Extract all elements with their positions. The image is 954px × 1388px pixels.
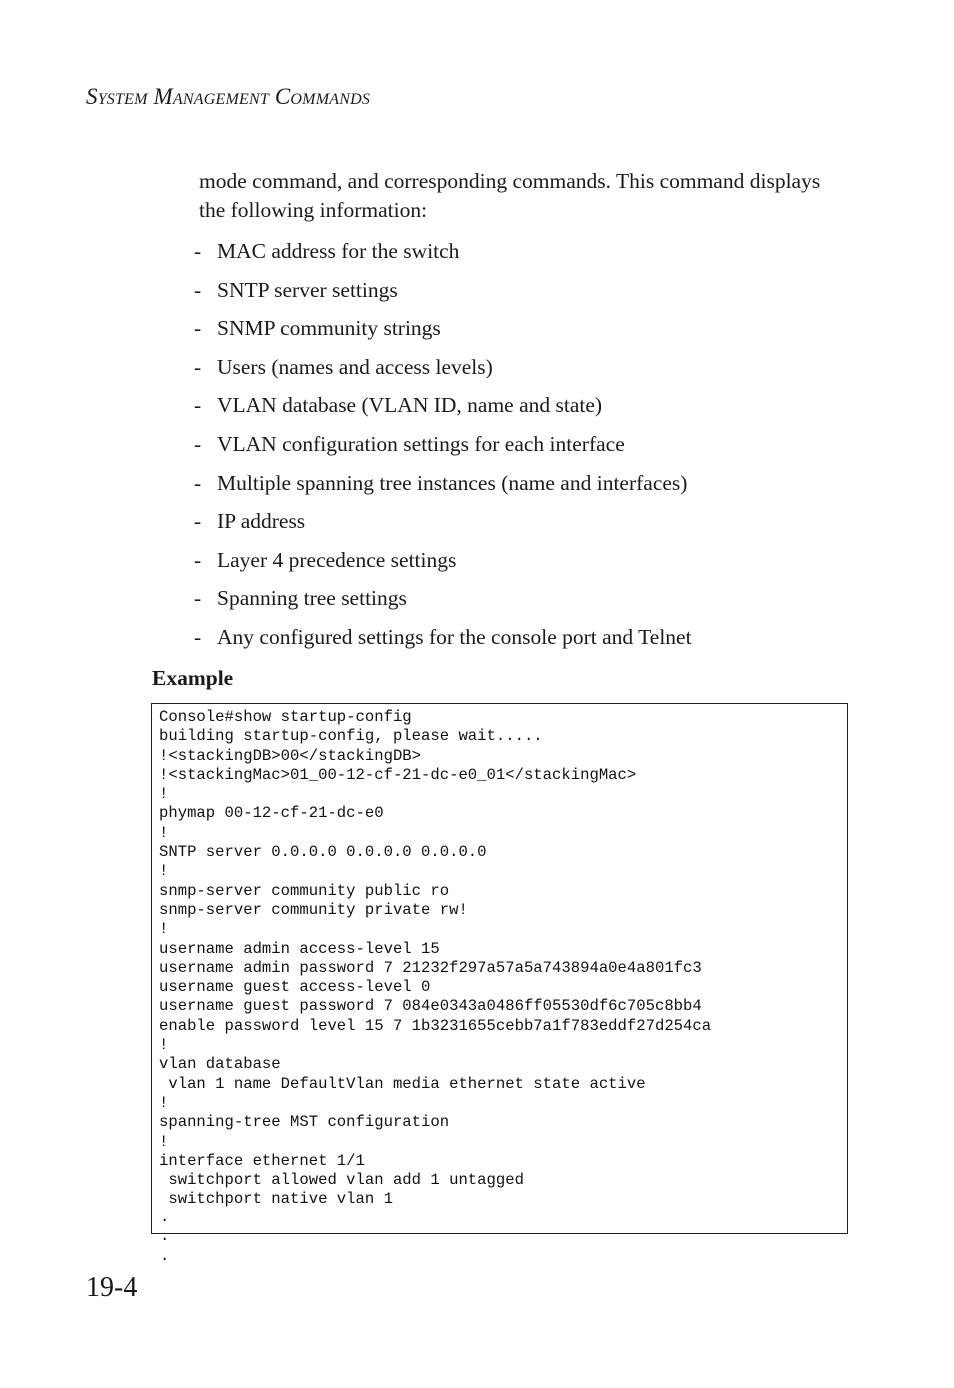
code-line: vlan 1 name DefaultVlan media ethernet state active: [159, 1074, 646, 1093]
list-item-text: VLAN database (VLAN ID, name and state): [217, 393, 603, 418]
list-item-text: VLAN configuration settings for each interface: [217, 431, 625, 456]
list-item: [194, 579, 692, 618]
bullet-dash: -: [194, 586, 202, 611]
list-item-text: Multiple spanning tree instances (name and interfaces): [217, 470, 688, 495]
code-listing: [159, 708, 840, 1210]
list-item: [194, 618, 692, 657]
bullet-dash: -: [194, 316, 202, 341]
code-line: switchport native vlan 1: [159, 1190, 393, 1209]
bullet-dash: -: [194, 431, 202, 456]
code-line: enable password level 15 7 1b3231655cebb7a1f783eddf27d254ca: [159, 1016, 712, 1035]
bullet-dash: -: [194, 239, 202, 263]
list-item-text: SNMP community strings: [217, 316, 441, 341]
bullet-dash: -: [194, 393, 202, 418]
code-line: snmp-server community private rw!: [159, 900, 468, 919]
code-line: vlan database: [159, 1055, 281, 1074]
bullet-dash: -: [194, 547, 202, 572]
information-list: [194, 232, 692, 657]
running-header: System Management Commands: [86, 84, 371, 109]
list-item-text: Any configured settings for the console port and Telnet: [217, 624, 692, 649]
bullet-dash: -: [194, 470, 202, 495]
list-item-text: Layer 4 precedence settings: [217, 547, 457, 572]
code-line: spanning-tree MST configuration: [159, 1113, 450, 1132]
code-continuation-ellipsis: . . .: [160, 1208, 170, 1265]
list-item-text: SNTP server settings: [217, 277, 398, 302]
code-line: Console#show startup-config: [159, 708, 412, 726]
code-line: switchport allowed vlan add 1 untagged: [159, 1171, 524, 1190]
list-item: [194, 386, 692, 425]
list-item: [194, 348, 692, 387]
list-item: [194, 464, 692, 503]
code-line: snmp-server community public ro: [159, 881, 450, 900]
code-line: !: [159, 1093, 169, 1112]
list-item-text: Spanning tree settings: [217, 586, 407, 611]
code-line: !: [159, 1132, 169, 1151]
list-item-text: IP address: [217, 509, 306, 534]
code-line: !<stackingMac>01_00-12-cf-21-dc-e0_01</stackingMac>: [159, 765, 637, 784]
bullet-dash: -: [194, 509, 202, 534]
code-line: !: [159, 785, 169, 804]
list-item-text: Users (names and access levels): [217, 354, 493, 379]
code-line: interface ethernet 1/1: [159, 1151, 365, 1170]
bullet-dash: -: [194, 624, 202, 649]
code-line: !: [159, 1036, 169, 1055]
code-line: building startup-config, please wait.....: [159, 727, 543, 746]
list-item: [194, 309, 692, 348]
list-item: [194, 541, 692, 580]
code-line: !<stackingDB>00</stackingDB>: [159, 746, 422, 765]
list-item-text: MAC address for the switch: [217, 239, 460, 263]
code-line: phymap 00-12-cf-21-dc-e0: [159, 804, 384, 823]
bullet-dash: -: [194, 354, 202, 379]
code-line: username guest password 7 084e0343a0486ff05530df6c705c8bb4: [159, 997, 702, 1016]
code-line: SNTP server 0.0.0.0 0.0.0.0 0.0.0.0: [159, 843, 487, 862]
page-number: 19-4: [86, 1272, 138, 1303]
example-heading: Example: [152, 666, 234, 690]
code-line: username admin password 7 21232f297a57a5a743894a0e4a801fc3: [159, 958, 702, 977]
code-line: username admin access-level 15: [159, 939, 440, 958]
code-line: !: [159, 862, 169, 881]
code-line: username guest access-level 0: [159, 978, 431, 997]
list-item: [194, 232, 692, 271]
code-line: !: [159, 920, 169, 939]
list-item: [194, 271, 692, 310]
code-example-box: [151, 703, 848, 1265]
intro-paragraph: mode command, and corresponding commands. This command displays the following information:: [199, 169, 821, 222]
bullet-dash: -: [194, 277, 202, 302]
code-line: !: [159, 823, 169, 842]
list-item: [194, 425, 692, 464]
list-item: [194, 502, 692, 541]
